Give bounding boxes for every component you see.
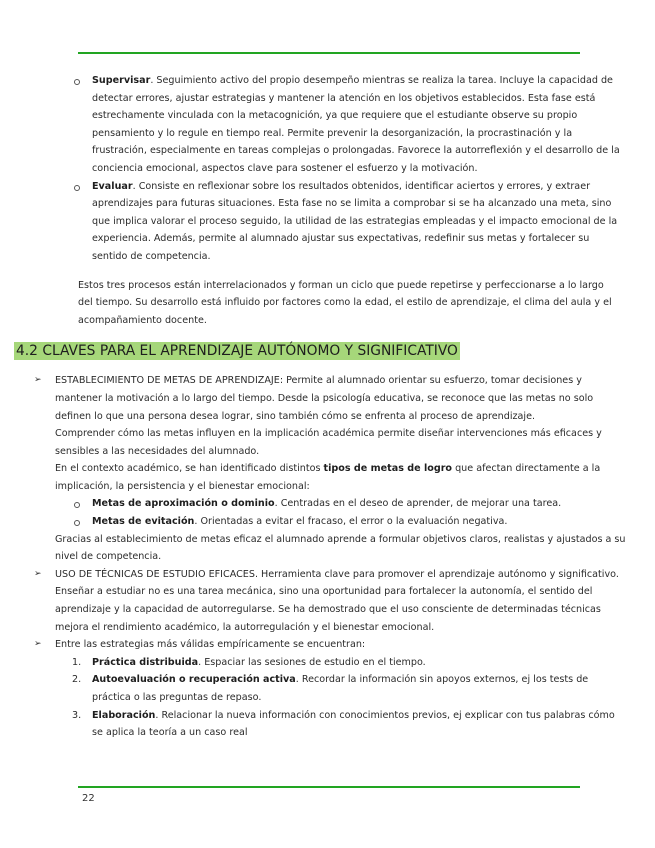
item-text-3-bold: tipos de metas de logro (323, 463, 453, 475)
item-text-2: Comprender cómo las metas influyen en la implicación académica permite diseñar intervenciones más eficaces y sensibles a las necesidades del alumnado. (55, 428, 602, 457)
item-number: 3. (72, 709, 82, 721)
item-text: : Permite al alumnado orientar su esfuerzo, tomar decisiones y mantener la motivación a lo largo del tiempo. Desde la psicología educativa, se reconoce que las metas no solo definen lo que una persona desea lograr, sino también cómo se enfrenta al proceso de aprendizaje. (55, 375, 594, 422)
hollow-bullet-icon (74, 520, 80, 526)
item-estrategias (0, 636, 655, 654)
bullet-supervisar (0, 72, 655, 178)
bullet-evaluar (0, 178, 655, 266)
arrow-bullet-icon: ➢ (34, 568, 42, 579)
item-metas (0, 372, 655, 495)
bullet-term: Supervisar (92, 75, 151, 86)
paragraph-procesos: Estos tres procesos están interrelacionados y forman un ciclo que puede repetirse y perfeccionarse a lo largo del tiempo. Su desarrollo está influido por factores como la edad, el estilo de aprendizaje, el clima del aula y el acompañamiento docente. (78, 279, 612, 326)
numbered-term: Elaboración (92, 709, 156, 721)
item-label: ESTABLECIMIENTO DE METAS DE APRENDIZAJE (55, 375, 280, 387)
page-number: 22 (82, 793, 95, 804)
bullet-text: . Consiste en reflexionar sobre los resultados obtenidos, identificar aciertos y errores, y extraer aprendizajes para futuras situaciones. Esta fase no se limita a comprobar si se ha alcanzado una meta, sino que implica valorar el proceso seguido, la utilidad de las estrategias empleadas y el impacto emocional de la experiencia. Además, permite al alumnado ajustar sus expectativas, redefinir sus metas y fortalecer su sentido de competencia. (92, 180, 618, 262)
sub-bullet-dominio (0, 495, 655, 513)
numbered-text: . Espaciar las sesiones de estudio en el tiempo. (198, 656, 426, 668)
bullet-term: Evaluar (92, 180, 133, 192)
item-text-3-post: que afectan directamente a la implicación, la persistencia y el bienestar emocional: (55, 463, 601, 492)
numbered-term: Práctica distribuida (92, 656, 199, 668)
sub-text: . Centradas en el deseo de aprender, de mejorar una tarea. (274, 498, 562, 510)
bottom-rule (78, 786, 580, 788)
arrow-bullet-icon: ➢ (34, 639, 42, 650)
hollow-bullet-icon (74, 79, 80, 85)
section-heading: 4.2 CLAVES PARA EL APRENDIZAJE AUTÓNOMO Y SIGNIFICATIVO (16, 343, 458, 360)
item-number: 2. (72, 674, 82, 686)
item-metas-cont (0, 531, 655, 566)
item-text: Entre las estrategias más válidas empíricamente se encuentran: (55, 639, 366, 651)
item-text-4: Gracias al establecimiento de metas eficaz el alumnado aprende a formular objetivos claros, realistas y ajustados a su nivel de competencia. (55, 533, 626, 563)
numbered-item-1 (0, 654, 655, 672)
item-text: . Herramienta clave para promover el aprendizaje autónomo y significativo. Enseñar a estudiar no es una tarea mecánica, sino una oportunidad para fortalecer la autonomía, el sentido del aprendizaje y la capacidad de autorregularse. Se ha demostrado que el uso consciente de determinadas técnicas mejora el rendimiento académico, la autorregulación y el bienestar emocional. (55, 568, 619, 633)
numbered-text: . Relacionar la nueva información con conocimientos previos, ej explicar con tus palabras cómo se aplica la teoría a un caso real (92, 709, 615, 739)
item-tecnicas (0, 566, 655, 636)
top-rule (78, 52, 580, 54)
bullet-text: . Seguimiento activo del propio desempeño mientras se realiza la tarea. Incluye la capacidad de detectar errores, ajustar estrategias y mantener la atención en los objetivos establecidos. Esta fase está estrechamente vinculada con la metacognición, ya que requiere que el estudiante observe su propio pensamiento y lo regule en tiempo real. Permite prevenir la desorganización, la procrastinación y la frustración, especialmente en tareas complejas o prolongadas. Favorece la autorreflexión y el desarrollo de la conciencia emocional, aspectos clave para sostener el esfuerzo y la motivación. (92, 75, 620, 174)
sub-bullet-evitacion (0, 513, 655, 531)
item-label: USO DE TÉCNICAS DE ESTUDIO EFICACES (55, 568, 255, 580)
arrow-bullet-icon: ➢ (34, 375, 42, 386)
hollow-bullet-icon (74, 185, 80, 191)
sub-text: . Orientadas a evitar el fracaso, el error o la evaluación negativa. (194, 516, 508, 528)
numbered-item-3 (0, 707, 655, 742)
numbered-text: . Recordar la información sin apoyos externos, ej los tests de práctica o las preguntas de repaso. (92, 674, 589, 703)
hollow-bullet-icon (74, 502, 80, 508)
page-content (0, 72, 655, 742)
item-number: 1. (72, 656, 82, 668)
numbered-item-2 (0, 671, 655, 706)
item-text-3-pre: En el contexto académico, se han identificado distintos (55, 463, 324, 475)
sub-term: Metas de aproximación o dominio (92, 498, 275, 510)
numbered-term: Autoevaluación o recuperación activa (92, 674, 296, 686)
sub-term: Metas de evitación (92, 516, 195, 528)
